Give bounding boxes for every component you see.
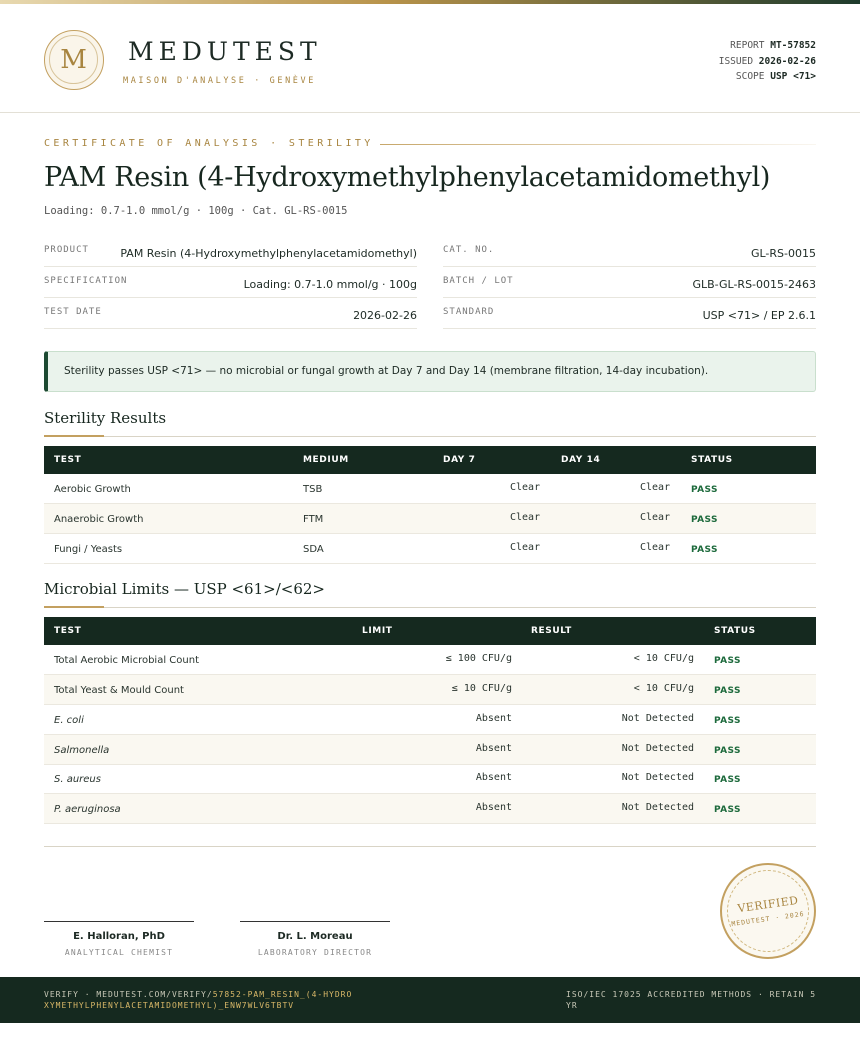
- accreditation-text: ISO/IEC 17025 ACCREDITED METHODS · RETAIN 5 YR: [566, 990, 817, 1010]
- footer: [0, 977, 860, 1023]
- brand-logo: [44, 30, 104, 90]
- signature-director: [240, 921, 390, 957]
- microbial-table-header: [44, 617, 816, 645]
- info-specification: [44, 268, 417, 298]
- info-product: [44, 237, 417, 267]
- signature-name: Dr. L. Moreau: [277, 931, 353, 942]
- spec-value: Loading: 0.7-1.0 mmol/g · 100g: [243, 278, 417, 291]
- eyebrow-divider: [380, 144, 816, 145]
- row-day14: Clear: [640, 512, 671, 523]
- row-day7: Clear: [510, 512, 541, 523]
- sterility-section-accent: [44, 435, 104, 437]
- col-test: TEST: [54, 455, 82, 465]
- spec-label: SPECIFICATION: [44, 276, 128, 286]
- status-badge: PASS: [714, 716, 741, 726]
- date-value: 2026-02-26: [353, 309, 417, 322]
- stamp-subtext: MEDUTEST · 2026: [730, 909, 806, 929]
- stamp-text: VERIFIED: [736, 893, 800, 916]
- report-label: REPORT: [730, 40, 765, 51]
- signature-role: ANALYTICAL CHEMIST: [64, 948, 174, 957]
- result-notice: Sterility passes USP <71> — no microbial or fungal growth at Day 7 and Day 14 (membrane filtration, 14-day incubation).: [44, 351, 816, 392]
- row-test: Fungi / Yeasts: [54, 544, 123, 555]
- table-row: [44, 504, 816, 534]
- table-row: [44, 764, 816, 794]
- row-result: Not Detected: [621, 713, 694, 724]
- status-badge: PASS: [714, 656, 741, 666]
- sterility-section-title: Sterility Results: [44, 409, 167, 427]
- col-medium: MEDIUM: [303, 455, 349, 465]
- row-test: Total Aerobic Microbial Count: [54, 655, 199, 666]
- row-result: Not Detected: [621, 802, 694, 813]
- status-badge: PASS: [691, 545, 718, 555]
- row-test: Aerobic Growth: [54, 484, 131, 495]
- row-test: P. aeruginosa: [54, 804, 121, 815]
- status-badge: PASS: [691, 515, 718, 525]
- col-status: STATUS: [691, 455, 733, 465]
- row-limit: Absent: [475, 743, 512, 754]
- row-test: S. aureus: [54, 774, 101, 785]
- row-day14: Clear: [640, 482, 671, 493]
- table-row: [44, 534, 816, 564]
- table-row: [44, 675, 816, 705]
- row-day7: Clear: [510, 542, 541, 553]
- standard-value: USP <71> / EP 2.6.1: [702, 309, 816, 322]
- status-badge: PASS: [691, 485, 718, 495]
- status-badge: PASS: [714, 805, 741, 815]
- row-result: Not Detected: [621, 743, 694, 754]
- report-meta: [719, 38, 816, 85]
- standard-label: STANDARD: [443, 307, 495, 317]
- product-label: PRODUCT: [44, 245, 89, 255]
- row-limit: ≤ 10 CFU/g: [451, 683, 512, 694]
- table-row: [44, 645, 816, 675]
- cat-value: GL-RS-0015: [750, 247, 816, 260]
- row-test: E. coli: [54, 715, 84, 726]
- row-result: < 10 CFU/g: [633, 653, 694, 664]
- col-test: TEST: [54, 626, 82, 636]
- row-medium: TSB: [303, 484, 323, 495]
- header: [0, 4, 860, 113]
- page-title: PAM Resin (4-Hydroxymethylphenylacetamidomethyl): [44, 162, 771, 193]
- microbial-section-title: Microbial Limits — USP <61>/<62>: [44, 580, 325, 598]
- verify-text: [44, 989, 354, 1011]
- certificate-eyebrow: CERTIFICATE OF ANALYSIS · STERILITY: [44, 138, 374, 149]
- col-limit: LIMIT: [362, 626, 393, 636]
- row-limit: ≤ 100 CFU/g: [445, 653, 512, 664]
- microbial-section-accent: [44, 606, 104, 608]
- status-badge: PASS: [714, 775, 741, 785]
- signature-role: LABORATORY DIRECTOR: [257, 948, 373, 957]
- row-test: Anaerobic Growth: [54, 514, 144, 525]
- scope-label: SCOPE: [735, 71, 765, 82]
- sterility-section-rule: [44, 436, 816, 437]
- table-row: [44, 705, 816, 735]
- row-test: Salmonella: [54, 745, 110, 756]
- row-result: < 10 CFU/g: [633, 683, 694, 694]
- row-medium: FTM: [303, 514, 324, 525]
- status-badge: PASS: [714, 746, 741, 756]
- verify-prefix: VERIFY · MEDUTEST.COM/VERIFY/: [44, 990, 213, 999]
- col-day7: DAY 7: [443, 455, 476, 465]
- table-row: [44, 794, 816, 824]
- info-cat-no: [443, 237, 816, 267]
- table-row: [44, 735, 816, 765]
- status-badge: PASS: [714, 686, 741, 696]
- date-label: TEST DATE: [44, 307, 102, 317]
- signature-analyst: [44, 921, 194, 957]
- info-batch: [443, 268, 816, 298]
- batch-value: GLB-GL-RS-0015-2463: [692, 278, 816, 291]
- row-day14: Clear: [640, 542, 671, 553]
- microbial-section-rule: [44, 607, 816, 608]
- brand-tagline: MAISON D'ANALYSE · GENÈVE: [123, 76, 316, 86]
- row-test: Total Yeast & Mould Count: [54, 685, 184, 696]
- cat-label: CAT. NO.: [443, 245, 495, 255]
- verified-stamp: [720, 863, 816, 959]
- verify-link[interactable]: 57852-PAM_RESIN_(4-HYDROXYMETHYLPHENYLACETAMIDOMETHYL)_ENW7WLV6TBTV: [44, 990, 353, 1010]
- signature-divider: [44, 846, 816, 847]
- sterility-table-header: [44, 446, 816, 474]
- col-result: RESULT: [531, 626, 572, 636]
- issued-value: 2026-02-26: [758, 55, 816, 67]
- info-standard: [443, 299, 816, 329]
- table-row: [44, 474, 816, 504]
- report-value: MT-57852: [770, 40, 816, 51]
- scope-value: USP <71>: [770, 71, 816, 82]
- issued-label: ISSUED: [718, 55, 754, 67]
- product-value: PAM Resin (4-Hydroxymethylphenylacetamidomethyl): [120, 247, 417, 260]
- signature-name: E. Halloran, PhD: [73, 931, 165, 942]
- batch-label: BATCH / LOT: [443, 276, 514, 286]
- col-day14: DAY 14: [561, 455, 601, 465]
- info-test-date: [44, 299, 417, 329]
- row-limit: Absent: [475, 772, 512, 783]
- col-status: STATUS: [714, 626, 756, 636]
- page-subtitle: Loading: 0.7-1.0 mmol/g · 100g · Cat. GL-RS-0015: [44, 205, 348, 217]
- row-limit: Absent: [475, 802, 512, 813]
- row-medium: SDA: [303, 544, 324, 555]
- row-day7: Clear: [510, 482, 541, 493]
- row-limit: Absent: [475, 713, 512, 724]
- brand-name: MEDUTEST: [128, 37, 322, 66]
- logo-letter: M: [49, 35, 98, 84]
- row-result: Not Detected: [621, 772, 694, 783]
